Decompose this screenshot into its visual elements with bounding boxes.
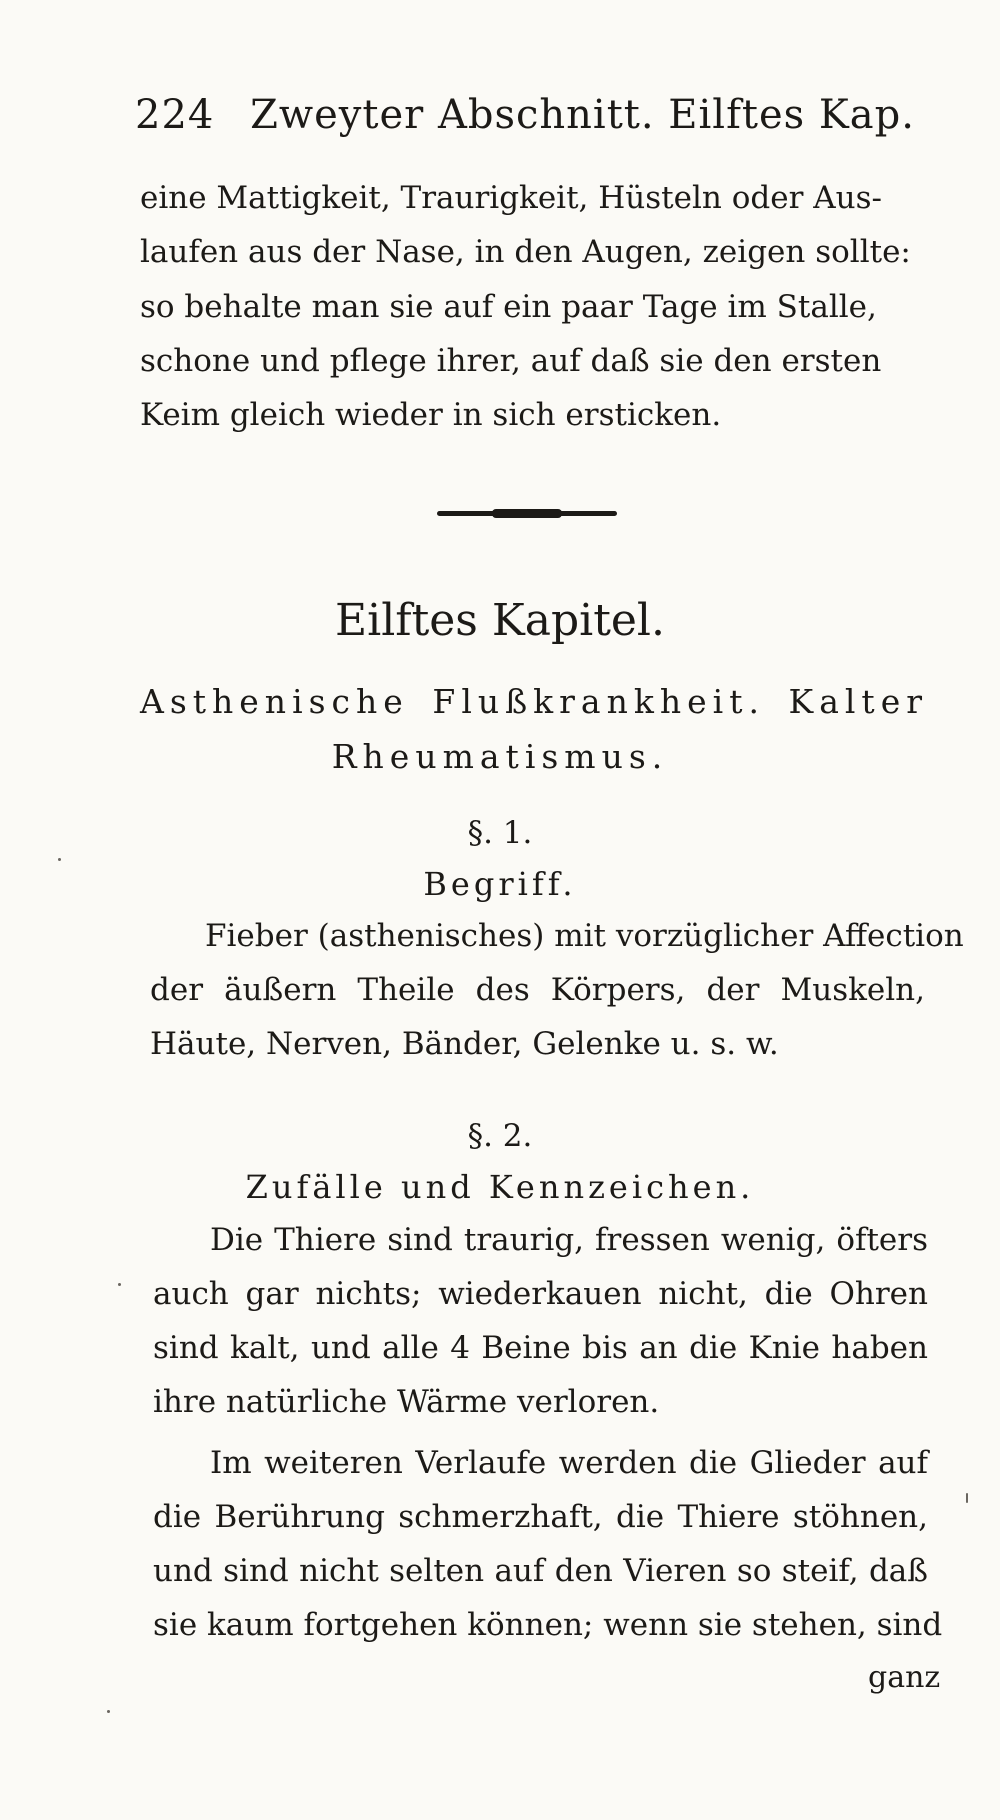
section-number: §. 1. <box>467 815 533 851</box>
intro-line: laufen aus der Nase, in den Augen, zeigen sollte: <box>140 234 911 270</box>
intro-line: eine Mattigkeit, Traurigkeit, Hüsteln oder Aus- <box>140 180 882 216</box>
paper-speck <box>118 1283 121 1286</box>
paragraph-line: Fieber (asthenisches) mit vorzüglicher Affection <box>205 918 964 954</box>
paragraph-line: auch gar nichts; wiederkauen nicht, die Ohren <box>153 1276 928 1312</box>
paragraph-line: Häute, Nerven, Bänder, Gelenke u. s. w. <box>150 1026 779 1062</box>
paragraph-line: sie kaum fortgehen können; wenn sie stehen, sind <box>153 1607 943 1643</box>
section-number: §. 2. <box>467 1118 533 1154</box>
paragraph-line: sind kalt, und alle 4 Beine bis an die Knie haben <box>153 1330 928 1366</box>
paragraph-line: ihre natürliche Wärme verloren. <box>153 1384 660 1420</box>
section-heading: Zufälle und Kennzeichen. <box>245 1168 755 1206</box>
paragraph-line: Im weiteren Verlaufe werden die Glieder auf <box>210 1445 928 1481</box>
paragraph-line: die Berührung schmerzhaft, die Thiere stöhnen, <box>153 1499 928 1535</box>
paragraph-line: und sind nicht selten auf den Vieren so steif, daß <box>153 1553 928 1589</box>
paper-speck <box>107 1710 110 1713</box>
intro-line: schone und pflege ihrer, auf daß sie den ersten <box>140 343 882 379</box>
chapter-subtitle-line1: Asthenische Flußkrankheit. Kalter <box>140 682 928 721</box>
section-heading: Begriff. <box>423 865 577 903</box>
paper-speck <box>58 858 61 861</box>
running-title: Zweyter Abschnitt. Eilftes Kap. <box>250 92 915 138</box>
intro-line: so behalte man sie auf ein paar Tage im Stalle, <box>140 289 877 325</box>
catchword: ganz <box>868 1660 941 1695</box>
paper-speck <box>966 1493 968 1503</box>
paragraph-line: der äußern Theile des Körpers, der Muskeln, <box>150 972 925 1008</box>
section-divider-rule <box>437 511 617 516</box>
chapter-title: Eilftes Kapitel. <box>335 595 665 646</box>
page-number: 224 <box>135 92 215 138</box>
running-header <box>135 92 915 138</box>
intro-line: Keim gleich wieder in sich ersticken. <box>140 397 722 433</box>
paragraph-line: Die Thiere sind traurig, fressen wenig, öfters <box>210 1222 928 1258</box>
chapter-subtitle-line2: Rheumatismus. <box>331 737 669 776</box>
